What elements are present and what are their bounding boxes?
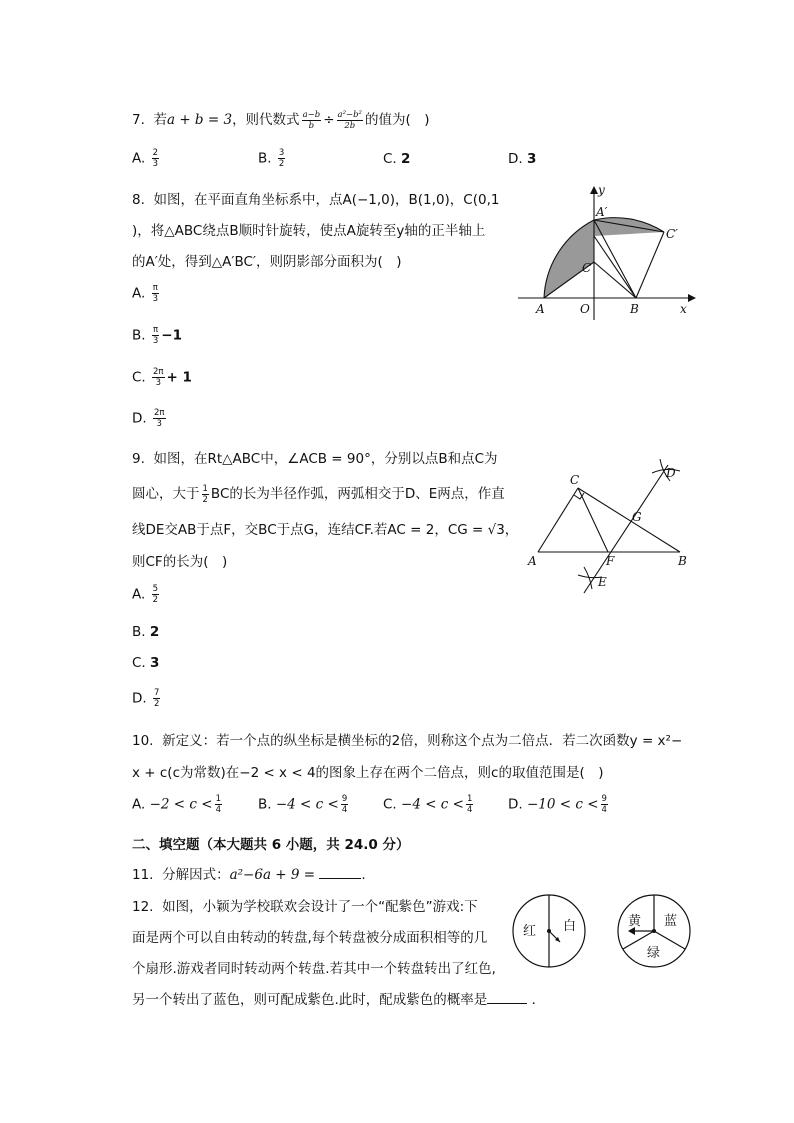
q10-option-c[interactable]: C. −4 < c < $\frac{1}{4}$ xyxy=(383,794,473,815)
q9-option-b[interactable]: B. 2 xyxy=(132,624,160,640)
q9-label-d: D xyxy=(666,466,676,480)
q10-option-a[interactable]: A. −2 < c < $\frac{1}{4}$ xyxy=(132,794,221,815)
section-2-heading: 二、填空题（本大题共 6 小题，共 24.0 分） xyxy=(132,837,410,853)
q9-triangle-figure xyxy=(520,455,700,600)
q9-option-c[interactable]: C. 3 xyxy=(132,655,160,671)
q12-spinner-2-yellow: 黄 xyxy=(628,914,642,929)
q8-label-x: x xyxy=(680,302,687,316)
q7-condition: a + b = 3 xyxy=(166,112,233,128)
q7-stem xyxy=(132,108,430,131)
q12-spinner-2-green: 绿 xyxy=(647,946,661,961)
q12-number: 12. xyxy=(132,899,154,915)
q8-option-b[interactable]: B. $\frac{\pi}{3}$ −1 xyxy=(132,325,182,346)
q12-spinner-2-center xyxy=(652,929,656,933)
q8-line-1: 8. 如图，在平面直角坐标系中，点A(−1,0)，B(1,0)，C(0,1 xyxy=(132,192,500,208)
q12-spinner-1-white: 白 xyxy=(563,919,577,934)
q12-spinner-1-red: 红 xyxy=(523,924,537,939)
q8-label-b: B xyxy=(630,302,639,316)
q10-option-d[interactable]: D. −10 < c < $\frac{9}{4}$ xyxy=(508,794,607,815)
q11-answer-blank[interactable] xyxy=(319,878,361,879)
q9-line-1: 9. 如图，在Rt△ABC中，∠ACB = 90°，分别以点B和点C为 xyxy=(132,451,498,467)
q12-line-2: 面是两个可以自由转动的转盘,每个转盘被分成面积相等的几 xyxy=(132,930,488,946)
q12-line-4: 另一个转出了蓝色，则可配成紫色.此时，配成紫色的概率是 ． xyxy=(132,992,546,1008)
q9-label-a: A xyxy=(528,554,537,568)
q9-label-g: G xyxy=(632,510,642,524)
q7-option-c[interactable]: C. 2 xyxy=(383,151,411,167)
q8-label-c-prime: C′ xyxy=(666,227,678,241)
q8-y-arrow xyxy=(590,186,598,194)
q9-label-f: F xyxy=(606,554,615,568)
q7-option-b[interactable]: B. $\frac{3}{2}$ xyxy=(258,148,285,169)
q8-label-c: C xyxy=(582,261,592,275)
q8-label-y: y xyxy=(598,183,605,197)
q9-label-b: B xyxy=(678,554,687,568)
q7-fraction-2: $\frac{\text{a²−b²}}{2b}$ xyxy=(337,109,362,131)
q12-spinners-figure xyxy=(508,890,698,978)
q9-label-c: C xyxy=(570,473,580,487)
q12-line-3: 个扇形.游戏者同时转动两个转盘.若其中一个转盘转出了红色, xyxy=(132,961,496,977)
q8-x-arrow xyxy=(688,294,696,302)
q7-fraction-1: $\frac{a-b}{b}$ xyxy=(302,109,321,131)
q9-line-3: 线DE交AB于点F，交BC于点G，连结CF.若AC = 2，CG = √3， xyxy=(132,522,519,538)
q9-label-e: E xyxy=(598,575,607,589)
q8-label-o: O xyxy=(580,302,590,316)
q11-stem: 11. 分解因式：a²−6a + 9 = . xyxy=(132,867,366,883)
q9-half-fraction: $\frac{1}{2}$ xyxy=(202,483,208,505)
q7-text-pre: 若 xyxy=(153,112,167,128)
q7-number: 7. xyxy=(132,112,145,128)
q8-line-2: )，将△ABC绕点B顺时针旋转，使点A旋转至y轴的正半轴上 xyxy=(132,223,486,239)
q11-number: 11. xyxy=(132,867,154,883)
q10-number: 10. xyxy=(132,733,154,749)
q8-line-3: 的A′处，得到△A′BC′，则阴影部分面积为( ) xyxy=(132,254,402,270)
q8-option-a[interactable]: A. $\frac{\pi}{3}$ xyxy=(132,283,159,304)
q9-option-d[interactable]: D. $\frac{7}{2}$ xyxy=(132,688,160,709)
q9-segment-ac xyxy=(538,488,578,552)
q7-option-d[interactable]: D. 3 xyxy=(508,151,537,167)
q8-segment-c-prime-b xyxy=(636,232,664,298)
q9-line-de xyxy=(584,465,668,593)
q12-line-1: 12. 如图，小颖为学校联欢会设计了一个“配紫色”游戏:下 xyxy=(132,899,478,915)
q8-label-a-prime: A′ xyxy=(596,205,608,219)
q9-line-2: 圆心，大于 $\frac{1}{2}$ BC的长为半径作弧，两弧相交于D、E两点，作直 xyxy=(132,483,505,505)
q12-spinner-1-center xyxy=(547,929,551,933)
q9-line-4: 则CF的长为( ) xyxy=(132,554,228,570)
q8-coordinate-figure xyxy=(510,180,700,320)
q8-option-d[interactable]: D. $\frac{2\pi}{3}$ xyxy=(132,408,165,429)
q10-line-1: 10. 新定义：若一个点的纵坐标是横坐标的2倍，则称这个点为二倍点．若二次函数y = x²− xyxy=(132,733,683,749)
q10-line-2: x + c(c为常数)在−2 < x < 4的图象上存在两个二倍点，则c的取值范围是( ) xyxy=(132,765,604,781)
q9-number: 9. xyxy=(132,451,145,467)
q8-number: 8. xyxy=(132,192,145,208)
q12-answer-blank[interactable] xyxy=(487,1003,527,1004)
q9-option-a[interactable]: A. $\frac{5}{2}$ xyxy=(132,584,159,605)
q12-spinner-2-blue: 蓝 xyxy=(664,914,678,929)
q7-text-mid: ，则代数式 xyxy=(232,112,300,128)
q7-text-post: 的值为( ) xyxy=(364,112,430,128)
q7-divide-sign: ÷ xyxy=(323,112,335,128)
q10-option-b[interactable]: B. −4 < c < $\frac{9}{4}$ xyxy=(258,794,348,815)
q8-label-a: A xyxy=(536,302,545,316)
q8-option-c[interactable]: C. $\frac{2\pi}{3}$ + 1 xyxy=(132,367,192,388)
q8-shaded-region-left xyxy=(544,220,594,298)
q7-option-a[interactable]: A. $\frac{2}{3}$ xyxy=(132,148,159,169)
